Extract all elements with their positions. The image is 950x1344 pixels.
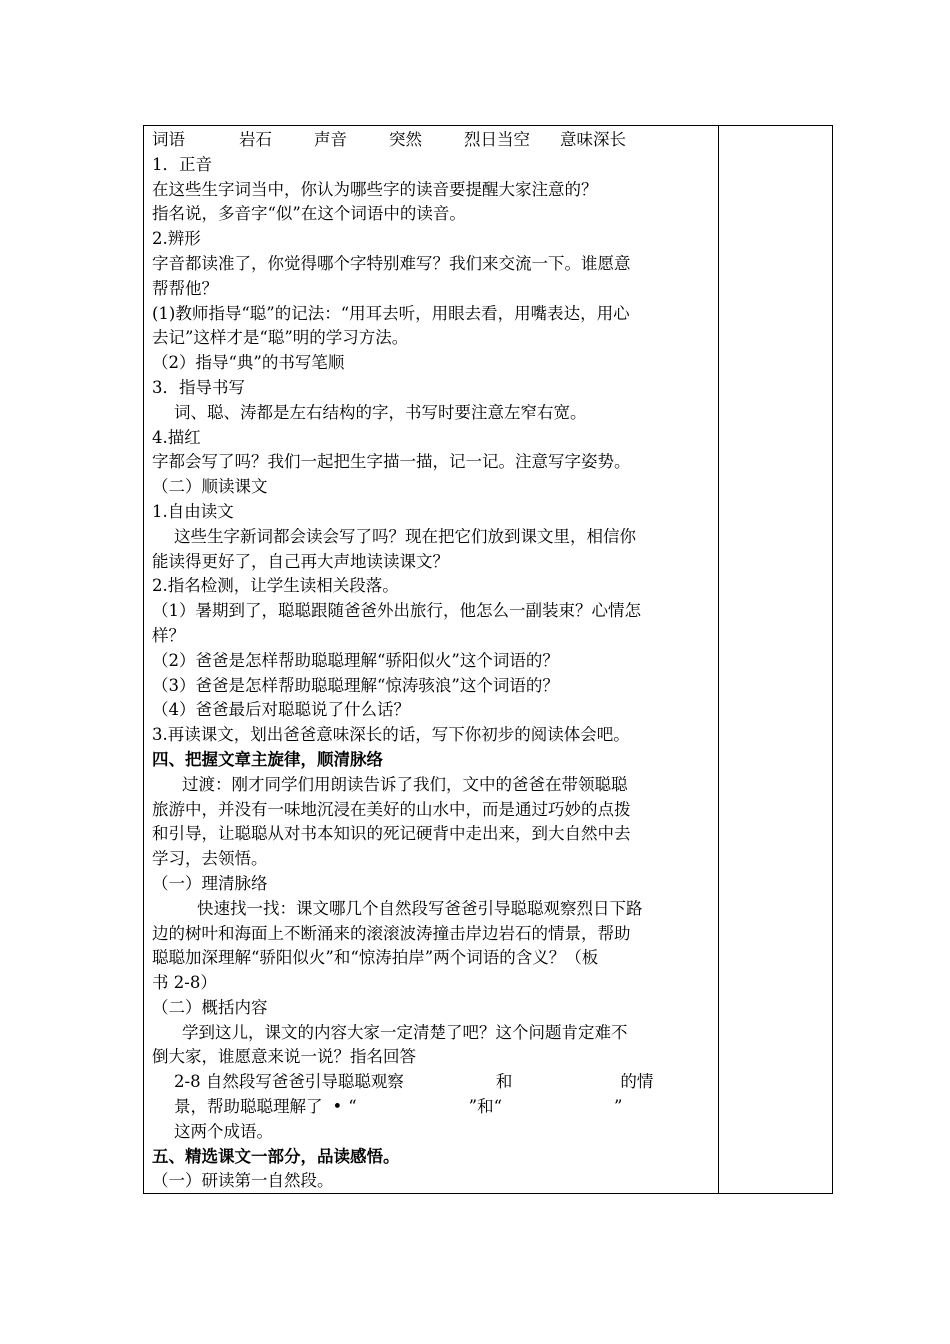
text-line: 字都会写了吗？我们一起把生字描一描，记一记。注意写字姿势。 [152,452,631,472]
fill-in-line-3 [152,1120,712,1145]
text-line: (1)教师指导“聪”的记法：“用耳去听，用眼去看，用嘴表达，用心 [152,303,630,323]
text-line: 这些生字新词都会读会写了吗？现在把它们放到课文里，相信你 [174,526,636,546]
text-line: 能读得更好了，自己再大声地读读课文？ [152,551,449,571]
vocab-word: 突然 [389,130,422,149]
vocab-word: 岩石 [239,130,272,149]
section-heading: 五、精选课文一部分，品读感悟。 [152,1146,400,1166]
text-line: （3）爸爸是怎样帮助聪聪理解“惊涛骇浪”这个词语的？ [152,675,559,695]
text-line: （一）研读第一自然段。 [152,1171,334,1191]
text-line: 1.自由读文 [152,501,234,521]
fill-text: ”和“ [468,1097,503,1117]
fill-in-line-2 [152,1095,712,1120]
text-line: 2.辨形 [152,229,201,249]
text-line: （1）暑期到了，聪聪跟随爸爸外出旅行，他怎么一副装束？心情怎 [152,601,641,621]
vocab-row [152,128,712,153]
fill-in-line-1 [152,1070,712,1095]
text-line: 帮帮他？ [152,278,218,298]
text-line: 快速找一找：课文哪几个自然段写爸爸引导聪聪观察烈日下路 [197,898,643,918]
lesson-content [152,128,712,1194]
text-line: 倒大家，谁愿意来说一说？指名回答 [152,1047,416,1067]
fill-text: 2-8 自然段写爸爸引导聪聪观察 [174,1072,404,1092]
vocab-word: 烈日当空 [464,130,530,149]
text-line: 边的树叶和海面上不断涌来的滚滚波涛撞击岸边岩石的情景，帮助 [152,923,631,943]
section-heading: 四、把握文章主旋律，顺清脉络 [152,749,383,769]
fill-text: 景，帮助聪聪理解了 [174,1097,323,1117]
text-line: 3．指导书写 [152,377,245,397]
text-line: （二）顺读课文 [152,477,268,497]
text-line: （二）概括内容 [152,997,268,1017]
text-line: 旅游中，并没有一味地沉浸在美好的山水中，而是通过巧妙的点拨 [152,799,631,819]
text-line: （4）爸爸最后对聪聪说了什么话？ [152,700,410,720]
fill-text: “ [348,1097,357,1117]
fill-text: 的情 [620,1072,654,1092]
text-line: 去记”这样才是“聪”明的学习方法。 [152,328,409,348]
text-line: 聪聪加深理解“骄阳似火”和“惊涛拍岸”两个词语的含义？（板 [152,948,599,968]
text-line: 过渡：刚才同学们用朗读告诉了我们，文中的爸爸在带领聪聪 [182,774,628,794]
text-line: 和引导，让聪聪从对书本知识的死记硬背中走出来，到大自然中去 [152,824,631,844]
text-line: 词、聪、涛都是左右结构的字，书写时要注意左窄右宽。 [174,402,587,422]
text-line: 指名说，多音字“似”在这个词语中的读音。 [152,204,466,224]
text-line: （一）理清脉络 [152,873,268,893]
text-line: 样？ [152,625,185,645]
text-line: 学习，去领悟。 [152,849,268,869]
fill-text: ” [614,1097,623,1117]
lesson-table [143,125,833,1194]
text-line: 在这些生字词当中，你认为哪些字的读音要提醒大家注意的？ [152,179,598,199]
text-line: 书 2-8） [152,973,217,993]
text-line: 学到这儿，课文的内容大家一定清楚了吧？这个问题肯定难不 [182,1022,628,1042]
vocab-word: 声音 [314,130,347,149]
column-divider [718,126,719,1193]
text-line: 2.指名检测，让学生读相关段落。 [152,576,399,596]
text-line: 字音都读准了，你觉得哪个字特别难写？我们来交流一下。谁愿意 [152,253,631,273]
text-line: （2）指导“典”的书写笔顺 [152,353,345,373]
fill-text: 这两个成语。 [174,1121,273,1141]
vocab-label: 词语 [152,130,185,149]
vocab-word: 意味深长 [560,130,626,149]
text-line: 1．正音 [152,154,212,174]
text-line: 4.描红 [152,427,201,447]
fill-text: 和 [495,1072,513,1092]
text-line: （2）爸爸是怎样帮助聪聪理解“骄阳似火”这个词语的？ [152,650,559,670]
text-line: 3.再读课文，划出爸爸意味深长的话，写下你初步的阅读体会吧。 [152,725,630,745]
bullet-icon: • [332,1097,343,1117]
